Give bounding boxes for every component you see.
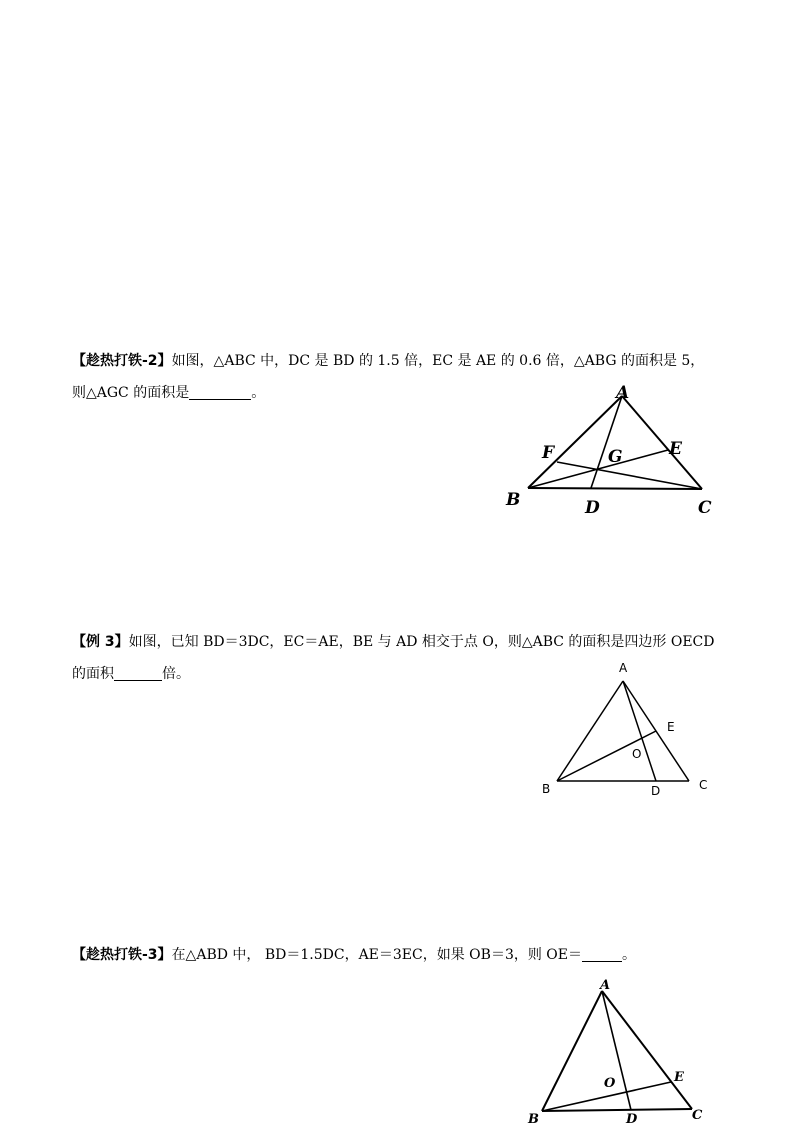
point-label-e: E	[674, 1070, 684, 1085]
vertex-label-b: B	[506, 490, 521, 510]
problem-text: 倍。	[162, 666, 190, 682]
point-label-d: D	[585, 498, 600, 518]
segment-bc	[528, 488, 702, 489]
answer-blank[interactable]	[189, 383, 251, 400]
point-label-o: O	[604, 1076, 616, 1091]
segment-ac	[622, 396, 702, 489]
point-label-o: O	[632, 747, 642, 761]
problem-text: 。	[251, 385, 266, 401]
vertex-label-c: C	[698, 498, 712, 518]
problem-line-1	[72, 939, 732, 971]
vertex-label-a: A	[600, 978, 611, 993]
segment-ab	[557, 681, 623, 781]
vertex-label-b: B	[542, 782, 551, 796]
segment-cf	[557, 462, 702, 489]
vertex-label-c: C	[699, 778, 708, 792]
triangle-figure-practice-3	[520, 975, 720, 1123]
problem-text: 。	[622, 947, 637, 963]
problem-tag: 【趁热打铁-3】	[72, 947, 172, 963]
point-label-d: D	[626, 1112, 638, 1123]
point-label-g: G	[608, 447, 623, 467]
vertex-label-a: A	[616, 383, 630, 403]
problem-text: 的面积	[72, 666, 114, 682]
segment-ab	[528, 396, 622, 488]
segment-ab	[542, 991, 602, 1111]
vertex-label-a: A	[619, 661, 628, 675]
problem-line-1	[72, 626, 732, 658]
vertex-label-b: B	[528, 1112, 539, 1123]
triangle-figure-practice-2	[500, 380, 730, 525]
answer-blank[interactable]	[582, 945, 622, 962]
problem-line-1	[72, 345, 732, 377]
vertex-label-c: C	[692, 1108, 703, 1123]
segment-ad	[623, 681, 656, 781]
point-label-e: E	[667, 720, 675, 734]
problem-text: 如图，已知 BD＝3DC，EC＝AE，BE 与 AD 相交于点 O，则△ABC 的面积是四边形 OECD	[128, 634, 715, 650]
segment-ac	[602, 991, 692, 1109]
segment-bc	[542, 1109, 692, 1111]
problem-text: 如图，△ABC 中，DC 是 BD 的 1.5 倍，EC 是 AE 的 0.6 倍，△ABG 的面积是 5，	[171, 353, 705, 369]
point-label-e: E	[669, 439, 682, 459]
problem-tag: 【例 3】	[72, 634, 129, 650]
point-label-f: F	[542, 443, 555, 463]
point-label-d: D	[651, 784, 661, 798]
problem-text: 在△ABD 中， BD＝1.5DC，AE＝3EC，如果 OB＝3，则 OE＝	[171, 947, 583, 963]
triangle-figure-example-3	[535, 655, 725, 800]
problem-tag: 【趁热打铁-2】	[72, 353, 172, 369]
answer-blank[interactable]	[114, 664, 162, 681]
problem-practice-3	[72, 939, 732, 971]
problem-text: 则△AGC 的面积是	[72, 385, 190, 401]
